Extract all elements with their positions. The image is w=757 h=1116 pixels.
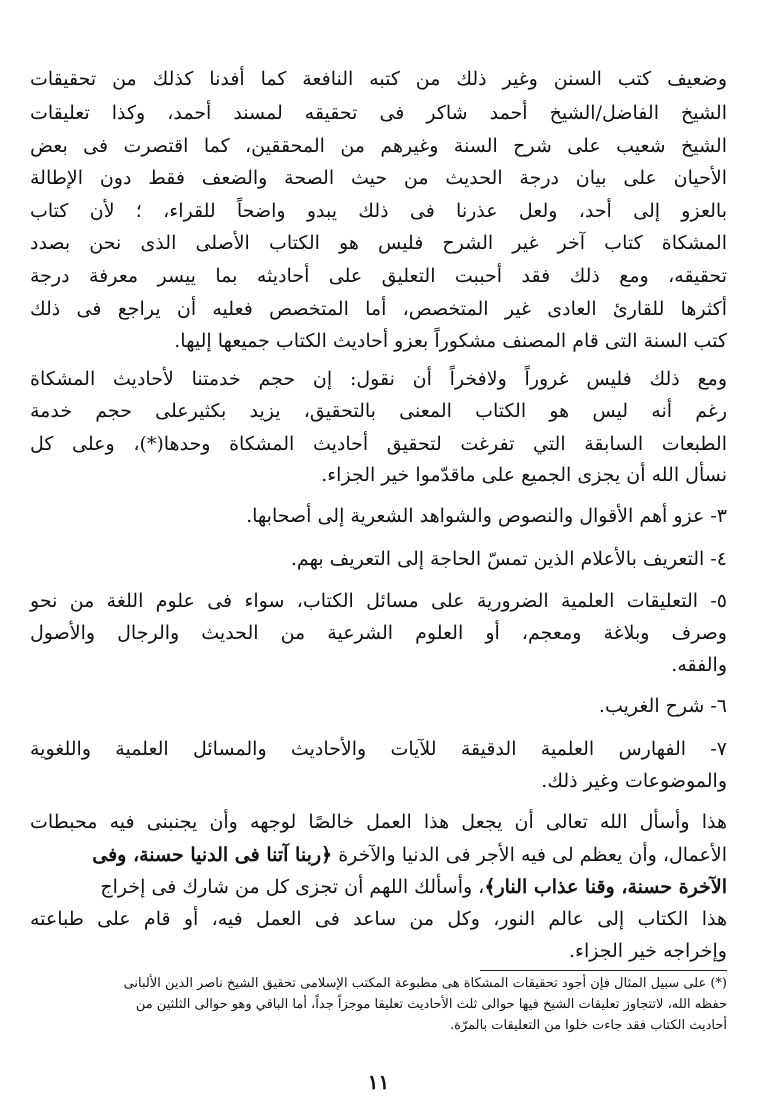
para1-line-6: المشكاة كتاب آخر غير الشرح فليس هو الكتاب الأصلى الذى نحن بصدد xyxy=(30,232,727,254)
footnote-line-2: حفظه الله، لاتتجاوز تعليقات الشيخ فيها حوالى ثلث الأحاديث تعليقا موجزاً جداً، أما الباقي وهو حوالى الثلثين من xyxy=(135,997,727,1012)
page-number: ١١ xyxy=(367,1070,390,1094)
list-item-7-line-2: والموضوعات وغير ذلك. xyxy=(541,770,727,792)
footnote-divider xyxy=(480,970,727,971)
para1-line-4: الأحيان على بيان درجة الحديث من حيث الصحة والضعف فقط دون الإطالة xyxy=(30,167,727,189)
quran-quote-part-2: الآخرة حسنة، وقنا عذاب النار﴾ xyxy=(484,876,727,898)
para1-line-3: الشيخ شعيب على شرح السنة وغيرهم من المحققين، كما اقتصرت فى بعض xyxy=(30,135,727,157)
para1-line-5: بالعزو إلى أحد، ولعل عذرنا فى ذلك يبدو واضحاً للقراء، ؛ لأن كتاب xyxy=(30,200,727,222)
para2-line-2: رغم أنه ليس هو الكتاب المعنى بالتحقيق، يزيد بكثيرعلى حجم خدمة xyxy=(30,400,727,422)
list-item-5-line-2: وصرف وبلاغة ومعجم، أو العلوم الشرعية من الحديث والرجال والأصول xyxy=(30,622,727,644)
closing-line-3 xyxy=(30,876,727,898)
para2-line-3: الطبعات السابقة التي تفرغت لتحقيق أحاديث المشكاة وحدها(*)، وعلى كل xyxy=(30,433,727,455)
quran-quote-part-1: ﴿ربنا آتنا فى الدنيا حسنة، وفى xyxy=(92,844,333,866)
list-item-3: ٣- عزو أهم الأقوال والنصوص والشواهد الشعرية إلى أصحابها. xyxy=(246,505,727,527)
list-item-4: ٤- التعريف بالأعلام الذين تمسّ الحاجة إلى التعريف بهم. xyxy=(290,548,727,570)
list-item-5-line-3: والفقه. xyxy=(671,654,727,676)
closing-line-2 xyxy=(30,844,727,866)
para1-line-8: أكثرها للقارئ العادى غير المتخصص، أما المتخصص فعليه أن يراجع فى ذلك xyxy=(30,298,727,320)
closing-line-5: وإخراجه خير الجزاء. xyxy=(568,940,727,962)
para1-line-7: تحقيقه، ومع ذلك فقد أحببت التعليق على أحاديثه بما ييسر معرفة درجة xyxy=(30,265,727,287)
para2-line-1: ومع ذلك فليس غروراً ولافخراً أن نقول: إن حجم خدمتنا لأحاديث المشكاة xyxy=(30,368,727,390)
list-item-5-line-1: ٥- التعليقات العلمية الضرورية على مسائل الكتاب، سواء فى علوم اللغة من نحو xyxy=(30,590,727,612)
closing-line-4: هذا الكتاب إلى عالم النور، وكل من ساعد فى العمل فيه، أو قام على طباعته xyxy=(30,908,727,930)
closing-line-3-text: ، وأسألك اللهم أن تجزى كل من شارك فى إخراج xyxy=(100,876,485,898)
closing-line-2-text: الأعمال، وأن يعظم لى فيه الأجر فى الدنيا والآخرة xyxy=(332,844,727,866)
list-item-6: ٦- شرح الغريب. xyxy=(598,695,727,717)
para1-line-9: كتب السنة التى قام المصنف مشكوراً بعزو أحاديث الكتاب جميعها إليها. xyxy=(174,330,727,352)
footnote-line-3: أحاديث الكتاب فقد جاءت خلوا من التعليقات بالمرّة. xyxy=(449,1018,727,1033)
list-item-7-line-1: ٧- الفهارس العلمية الدقيقة للآيات والأحاديث والمسائل العلمية واللغوية xyxy=(30,738,727,760)
para2-line-4: نسأل الله أن يجزى الجميع على ماقدّموا خير الجزاء. xyxy=(321,464,727,486)
para1-line-2: الشيخ الفاضل/الشيخ أحمد شاكر فى تحقيقه لمسند أحمد، وكذا تعليقات xyxy=(30,102,727,124)
footnote-line-1: (*) على سبيل المثال فإن أجود تحقيقات المشكاة هى مطبوعة المكتب الإسلامى تحقيق الشيخ ناصر الدين الألبانى xyxy=(123,976,727,991)
closing-line-1: هذا وأسأل الله تعالى أن يجعل هذا العمل خالصًا لوجهه وأن يجنبنى فيه محبطات xyxy=(30,811,727,833)
para1-line-1: وضعيف كتب السنن وغير ذلك من كتبه النافعة كما أفدنا كذلك من تحقيقات xyxy=(30,68,727,90)
